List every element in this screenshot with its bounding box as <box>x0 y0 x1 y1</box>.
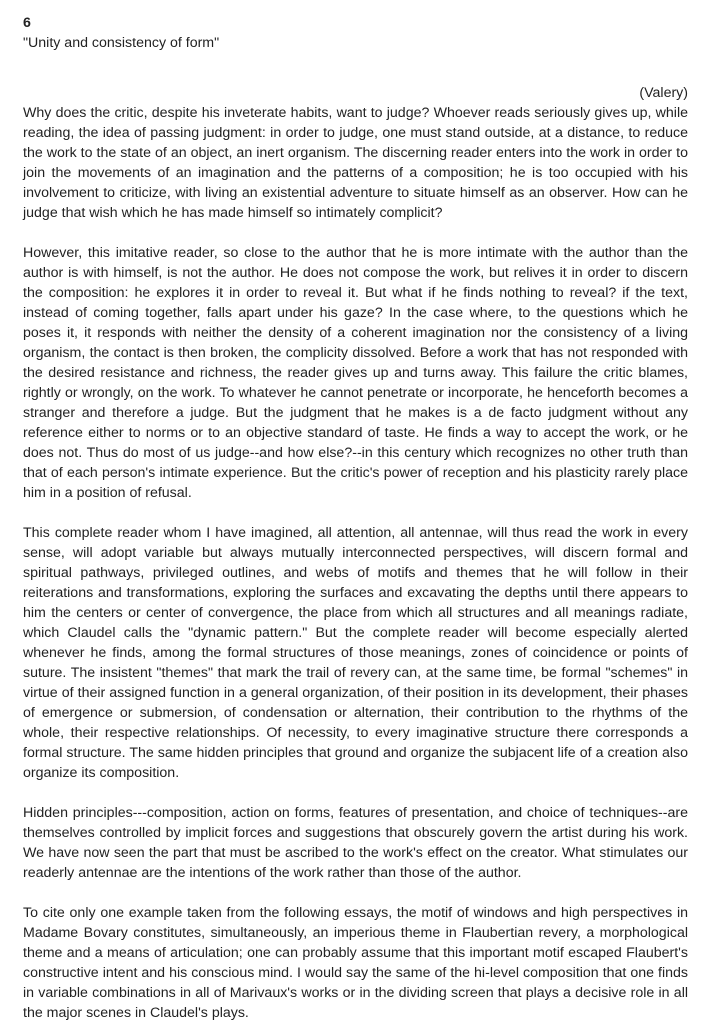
paragraph-3: This complete reader whom I have imagined, all attention, all antennae, will thus read the work in every sense, will adopt variable but always mutually interconnected perspectives, will discern formal and spiritual pathways, privileged outlines, and webs of motifs and themes that he will follow in their reiterations and transformations, exploring the surfaces and excavating the depths until there appears to him the centers or center of convergence, the place from which all structures and all meanings radiate, which Claudel calls the "dynamic pattern." But the complete reader will become especially alerted whenever he finds, among the formal structures of those meanings, zones of coincidence or points of suture. The insistent "themes" that mark the trail of revery can, at the same time, be formal "schemes" in virtue of their assigned function in a general organization, of their position in its development, their phases of emergence or submersion, of condensation or alternation, their contribution to the rhythms of the whole, their respective relationships. Of necessity, to every imaginative structure there corresponds a formal structure. The same hidden principles that ground and organize the subjacent life of a creation also organize its composition. <box>23 525 688 781</box>
paragraph-2: However, this imitative reader, so close to the author that he is more intimate with the author than the author is with himself, is not the author. He does not compose the work, but relives it in order to discern the composition: he explores it in order to reveal it. But what if he finds nothing to reveal? if the text, instead of coming together, falls apart under his gaze? In the case where, to the questions which he poses it, it responds with neither the density of a coherent imagination nor the consistency of a living organism, the contact is then broken, the complicity dissolved. Before a work that has not responded with the desired resistance and richness, the reader gives up and turns away. This failure the critic blames, rightly or wrongly, on the work. To whatever he cannot penetrate or incorporate, he henceforth becomes a stranger and therefore a judge. But the judgment that he makes is a de facto judgment without any reference either to norms or to an objective standard of taste. He finds a way to accept the work, or he does not. Thus do most of us judge--and how else?--in this century which recognizes no other truth than that of each person's intimate experience. But the critic's power of reception and his plasticity rarely place him in a position of refusal. <box>23 245 688 501</box>
chapter-title: "Unity and consistency of form" <box>23 35 220 51</box>
paragraph-1: Why does the critic, despite his inveterate habits, want to judge? Whoever reads seriously gives up, while reading, the idea of passing judgment: in order to judge, one must stand outside, at a distance, to reduce the work to the state of an object, an inert organism. The discerning reader enters into the work in order to join the movements of an imagination and the patterns of a composition; he is too occupied with his involvement to criticize, with living an existential adventure to situate himself as an observer. How can he judge that wish which he has made himself so intimately complicit? <box>23 105 688 221</box>
paragraph-4: Hidden principles---composition, action on forms, features of presentation, and choice of techniques--are themselves controlled by implicit forces and suggestions that obscurely govern the artist during his work. We have now seen the part that must be ascribed to the work's effect on the creator. What stimulates our readerly antennae are the intentions of the work rather than those of the author. <box>23 805 688 881</box>
chapter-number: 6 <box>23 15 31 31</box>
paragraph-5: To cite only one example taken from the following essays, the motif of windows and high perspectives in Madame Bovary constitutes, simultaneously, an imperious theme in Flaubertian revery, a morphological theme and a means of articulation; one can probably assume that this important motif escaped Flaubert's constructive intent and his conscious mind. I would say the same of the hi-level composition that one finds in variable combinations in all of Marivaux's works or in the dividing screen that plays a decisive role in all the major scenes in Claudel's plays. <box>23 905 688 1021</box>
epigraph-source: (Valery) <box>639 85 688 101</box>
